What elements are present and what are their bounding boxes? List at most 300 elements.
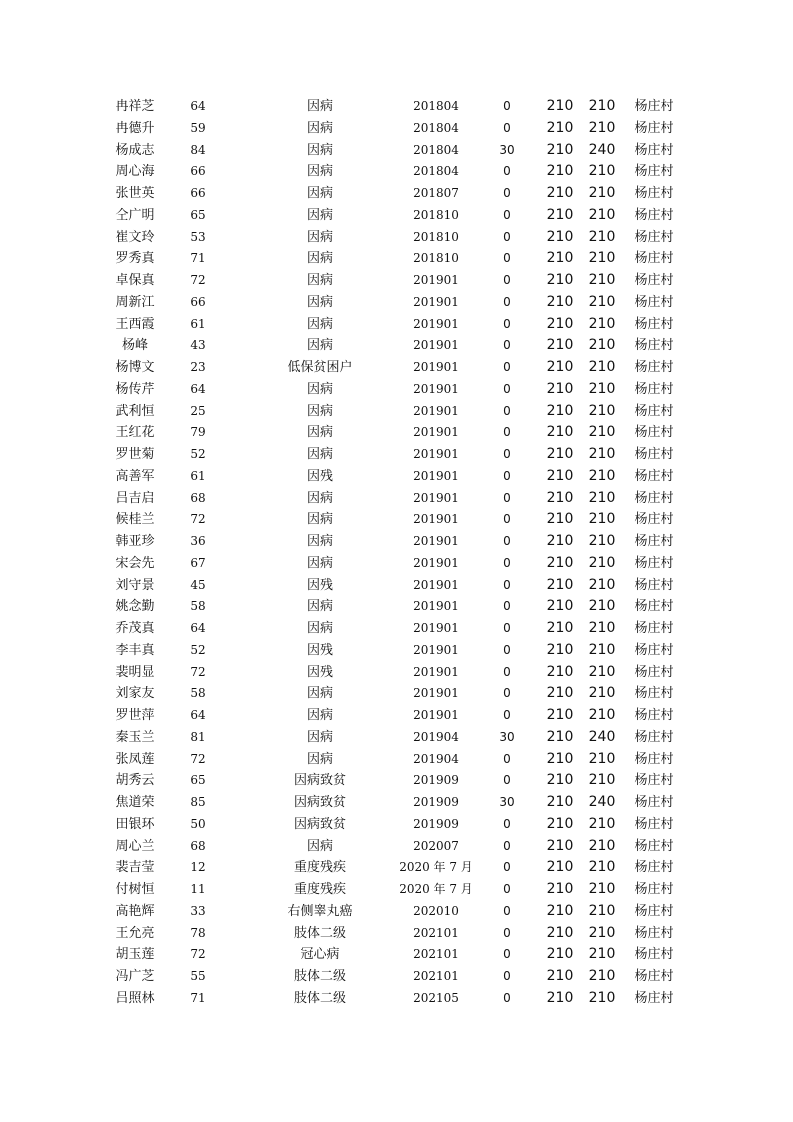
extra-amount-cell: 0 <box>503 860 511 875</box>
reason-cell: 因病 <box>306 251 333 267</box>
reason-cell: 因病 <box>306 555 333 571</box>
total-amount-cell: 210 <box>588 663 616 680</box>
total-amount-cell: 210 <box>588 402 616 419</box>
age-cell: 81 <box>190 729 206 744</box>
table-row <box>0 727 793 749</box>
extra-amount-cell: 0 <box>503 882 511 896</box>
village-cell: 杨庄村 <box>634 751 674 767</box>
total-amount-cell: 210 <box>588 511 616 528</box>
reason-cell: 肢体二级 <box>293 990 346 1006</box>
extra-amount-cell: 0 <box>503 838 511 853</box>
extra-amount-cell: 0 <box>503 120 511 135</box>
total-amount-cell: 210 <box>588 641 616 658</box>
extra-amount-cell: 0 <box>503 207 511 222</box>
base-amount-cell: 210 <box>546 185 574 201</box>
name-cell: 罗秀真 <box>115 251 155 267</box>
table-row <box>0 966 793 988</box>
base-amount-cell: 210 <box>546 206 574 223</box>
base-amount-cell: 210 <box>546 728 574 745</box>
name-cell: 焦道荣 <box>115 795 155 810</box>
total-amount-cell: 210 <box>588 815 616 832</box>
name-cell: 裴吉莹 <box>115 860 155 876</box>
date-cell: 201901 <box>413 686 459 701</box>
reason-cell: 因残 <box>306 577 333 593</box>
age-cell: 45 <box>190 577 206 592</box>
age-cell: 11 <box>190 882 206 896</box>
date-cell: 201909 <box>413 773 459 788</box>
village-cell: 杨庄村 <box>634 599 674 615</box>
name-cell: 杨成志 <box>115 142 155 158</box>
total-amount-cell: 210 <box>588 946 616 963</box>
base-amount-cell: 210 <box>546 337 574 354</box>
table-row <box>0 314 793 336</box>
date-cell: 201901 <box>413 534 459 548</box>
total-amount-cell: 210 <box>588 924 616 941</box>
reason-cell: 因病 <box>306 621 333 636</box>
total-amount-cell: 240 <box>588 794 616 810</box>
extra-amount-cell: 0 <box>503 599 511 614</box>
reason-cell: 因病 <box>306 403 333 419</box>
base-amount-cell: 210 <box>546 533 574 549</box>
village-cell: 杨庄村 <box>634 621 674 636</box>
name-cell: 冯广芝 <box>115 969 155 984</box>
base-amount-cell: 210 <box>546 250 574 267</box>
table-row <box>0 792 793 814</box>
date-cell: 201804 <box>413 99 459 113</box>
table-row <box>0 944 793 966</box>
age-cell: 71 <box>190 251 206 266</box>
base-amount-cell: 210 <box>546 293 574 310</box>
age-cell: 66 <box>190 186 206 200</box>
total-amount-cell: 210 <box>588 228 616 245</box>
age-cell: 65 <box>190 207 206 222</box>
table-row <box>0 379 793 401</box>
date-cell: 201904 <box>413 751 459 766</box>
age-cell: 61 <box>190 468 206 483</box>
reason-cell: 因病致贫 <box>293 773 346 789</box>
village-cell: 杨庄村 <box>634 360 674 375</box>
age-cell: 33 <box>190 903 206 918</box>
age-cell: 64 <box>190 708 206 722</box>
extra-amount-cell: 0 <box>503 925 511 940</box>
extra-amount-cell: 0 <box>503 99 511 113</box>
extra-amount-cell: 0 <box>503 403 511 418</box>
reason-cell: 因病 <box>306 164 333 180</box>
reason-cell: 因病 <box>306 186 333 201</box>
age-cell: 79 <box>190 425 206 440</box>
table-row <box>0 901 793 923</box>
village-cell: 杨庄村 <box>634 816 674 832</box>
date-cell: 201804 <box>413 164 459 179</box>
table-row <box>0 640 793 662</box>
name-cell: 周心海 <box>115 164 155 180</box>
reason-cell: 因病 <box>306 708 333 723</box>
date-cell: 201804 <box>413 120 459 135</box>
name-cell: 韩亚珍 <box>115 534 155 549</box>
village-cell: 杨庄村 <box>634 903 674 919</box>
table-row <box>0 140 793 162</box>
name-cell: 冉德升 <box>115 120 155 136</box>
base-amount-cell: 210 <box>546 424 574 441</box>
name-cell: 罗世萍 <box>115 708 155 723</box>
village-cell: 杨庄村 <box>634 642 674 658</box>
total-amount-cell: 210 <box>588 185 616 201</box>
age-cell: 64 <box>190 621 206 635</box>
total-amount-cell: 210 <box>588 902 616 919</box>
base-amount-cell: 210 <box>546 446 574 462</box>
age-cell: 66 <box>190 164 206 179</box>
village-cell: 杨庄村 <box>634 838 674 854</box>
name-cell: 卓保真 <box>115 273 155 288</box>
table-row <box>0 466 793 488</box>
reason-cell: 因病 <box>306 142 333 158</box>
table-row <box>0 422 793 444</box>
date-cell: 201810 <box>413 229 459 244</box>
name-cell: 李丰真 <box>115 642 155 658</box>
base-amount-cell: 210 <box>546 163 574 180</box>
base-amount-cell: 210 <box>546 576 574 593</box>
extra-amount-cell: 0 <box>503 816 511 831</box>
village-cell: 杨庄村 <box>634 338 674 354</box>
base-amount-cell: 210 <box>546 968 574 984</box>
name-cell: 胡玉莲 <box>115 947 155 963</box>
total-amount-cell: 210 <box>588 576 616 593</box>
table-row <box>0 227 793 249</box>
date-cell: 201909 <box>413 816 459 831</box>
age-cell: 68 <box>190 838 206 853</box>
village-cell: 杨庄村 <box>634 708 674 723</box>
table-row <box>0 988 793 1010</box>
date-cell: 201901 <box>413 447 459 461</box>
reason-cell: 因病 <box>306 599 333 615</box>
reason-cell: 重度残疾 <box>293 860 346 876</box>
village-cell: 杨庄村 <box>634 795 674 810</box>
table-row <box>0 749 793 771</box>
name-cell: 姚念勤 <box>115 599 155 615</box>
reason-cell: 因病 <box>306 512 333 528</box>
extra-amount-cell: 0 <box>503 947 511 962</box>
record-table <box>0 96 793 1010</box>
extra-amount-cell: 0 <box>503 229 511 244</box>
base-amount-cell: 210 <box>546 141 574 158</box>
base-amount-cell: 210 <box>546 554 574 571</box>
base-amount-cell: 210 <box>546 359 574 375</box>
total-amount-cell: 210 <box>588 98 616 114</box>
village-cell: 杨庄村 <box>634 686 674 702</box>
village-cell: 杨庄村 <box>634 947 674 963</box>
age-cell: 65 <box>190 773 206 788</box>
village-cell: 杨庄村 <box>634 99 674 114</box>
base-amount-cell: 210 <box>546 924 574 941</box>
reason-cell: 因病 <box>306 838 333 854</box>
extra-amount-cell: 0 <box>503 555 511 570</box>
name-cell: 吕照林 <box>115 990 155 1006</box>
extra-amount-cell: 0 <box>503 664 511 679</box>
table-row <box>0 118 793 140</box>
village-cell: 杨庄村 <box>634 555 674 571</box>
date-cell: 201901 <box>413 294 459 309</box>
age-cell: 78 <box>190 925 206 940</box>
base-amount-cell: 210 <box>546 119 574 136</box>
reason-cell: 因病 <box>306 381 333 397</box>
total-amount-cell: 210 <box>588 968 616 984</box>
table-row <box>0 292 793 314</box>
base-amount-cell: 210 <box>546 859 574 876</box>
date-cell: 201901 <box>413 425 459 440</box>
village-cell: 杨庄村 <box>634 403 674 419</box>
extra-amount-cell: 0 <box>503 990 511 1005</box>
total-amount-cell: 210 <box>588 989 616 1006</box>
extra-amount-cell: 30 <box>499 729 515 744</box>
reason-cell: 因病 <box>306 447 333 462</box>
village-cell: 杨庄村 <box>634 164 674 180</box>
date-cell: 202010 <box>413 903 459 918</box>
village-cell: 杨庄村 <box>634 512 674 528</box>
date-cell: 202101 <box>413 925 459 940</box>
age-cell: 72 <box>190 947 206 962</box>
age-cell: 58 <box>190 599 206 614</box>
base-amount-cell: 210 <box>546 620 574 636</box>
reason-cell: 因病 <box>306 338 333 354</box>
name-cell: 张凤莲 <box>115 751 155 767</box>
total-amount-cell: 210 <box>588 337 616 354</box>
extra-amount-cell: 30 <box>499 142 515 157</box>
name-cell: 乔茂真 <box>115 621 155 636</box>
total-amount-cell: 210 <box>588 250 616 267</box>
table-row <box>0 553 793 575</box>
village-cell: 杨庄村 <box>634 273 674 288</box>
reason-cell: 因病 <box>306 490 333 506</box>
table-row <box>0 270 793 292</box>
table-row <box>0 923 793 945</box>
date-cell: 201901 <box>413 316 459 331</box>
village-cell: 杨庄村 <box>634 207 674 223</box>
reason-cell: 因病 <box>306 316 333 332</box>
reason-cell: 因病 <box>306 534 333 549</box>
reason-cell: 因病 <box>306 207 333 223</box>
name-cell: 高艳辉 <box>115 903 155 919</box>
total-amount-cell: 210 <box>588 272 616 288</box>
name-cell: 杨传芹 <box>115 381 155 397</box>
reason-cell: 因残 <box>306 468 333 484</box>
age-cell: 55 <box>190 969 206 983</box>
total-amount-cell: 210 <box>588 206 616 223</box>
table-row <box>0 183 793 205</box>
base-amount-cell: 210 <box>546 598 574 615</box>
table-row <box>0 357 793 379</box>
extra-amount-cell: 0 <box>503 969 511 983</box>
name-cell: 刘家友 <box>115 686 155 702</box>
date-cell: 201901 <box>413 338 459 353</box>
total-amount-cell: 210 <box>588 446 616 462</box>
name-cell: 杨博文 <box>115 360 155 375</box>
table-row <box>0 662 793 684</box>
extra-amount-cell: 0 <box>503 468 511 483</box>
village-cell: 杨庄村 <box>634 990 674 1006</box>
total-amount-cell: 210 <box>588 837 616 854</box>
table-row <box>0 575 793 597</box>
extra-amount-cell: 0 <box>503 316 511 331</box>
extra-amount-cell: 0 <box>503 708 511 722</box>
village-cell: 杨庄村 <box>634 186 674 201</box>
base-amount-cell: 210 <box>546 228 574 245</box>
total-amount-cell: 240 <box>588 728 616 745</box>
name-cell: 崔文玲 <box>115 229 155 245</box>
base-amount-cell: 210 <box>546 380 574 397</box>
total-amount-cell: 210 <box>588 359 616 375</box>
extra-amount-cell: 0 <box>503 621 511 635</box>
name-cell: 王允亮 <box>115 925 155 941</box>
date-cell: 201909 <box>413 795 459 809</box>
village-cell: 杨庄村 <box>634 316 674 332</box>
village-cell: 杨庄村 <box>634 251 674 267</box>
extra-amount-cell: 0 <box>503 251 511 266</box>
reason-cell: 因残 <box>306 642 333 658</box>
total-amount-cell: 210 <box>588 554 616 571</box>
age-cell: 84 <box>190 142 206 157</box>
extra-amount-cell: 0 <box>503 903 511 918</box>
name-cell: 刘守景 <box>115 577 155 593</box>
reason-cell: 因残 <box>306 664 333 680</box>
age-cell: 71 <box>190 990 206 1005</box>
age-cell: 50 <box>190 816 206 831</box>
table-row <box>0 770 793 792</box>
date-cell: 201901 <box>413 708 459 722</box>
name-cell: 武利恒 <box>115 403 155 419</box>
name-cell: 冉祥芝 <box>115 99 155 114</box>
base-amount-cell: 210 <box>546 511 574 528</box>
village-cell: 杨庄村 <box>634 468 674 484</box>
base-amount-cell: 210 <box>546 641 574 658</box>
table-row <box>0 205 793 227</box>
name-cell: 王西霞 <box>115 316 155 332</box>
reason-cell: 因病致贫 <box>293 816 346 832</box>
reason-cell: 因病致贫 <box>293 795 346 810</box>
date-cell: 2020 年 7 月 <box>399 882 473 896</box>
date-cell: 201901 <box>413 490 459 505</box>
extra-amount-cell: 0 <box>503 773 511 788</box>
extra-amount-cell: 0 <box>503 686 511 701</box>
village-cell: 杨庄村 <box>634 664 674 680</box>
total-amount-cell: 210 <box>588 424 616 441</box>
village-cell: 杨庄村 <box>634 381 674 397</box>
base-amount-cell: 210 <box>546 98 574 114</box>
total-amount-cell: 240 <box>588 141 616 158</box>
base-amount-cell: 210 <box>546 272 574 288</box>
base-amount-cell: 210 <box>546 707 574 723</box>
name-cell: 周新江 <box>115 294 155 310</box>
total-amount-cell: 210 <box>588 859 616 876</box>
base-amount-cell: 210 <box>546 815 574 832</box>
age-cell: 72 <box>190 664 206 679</box>
table-row <box>0 531 793 553</box>
base-amount-cell: 210 <box>546 315 574 332</box>
date-cell: 201901 <box>413 599 459 614</box>
village-cell: 杨庄村 <box>634 577 674 593</box>
name-cell: 候桂兰 <box>115 512 155 528</box>
reason-cell: 低保贫困户 <box>287 360 353 375</box>
reason-cell: 冠心病 <box>300 947 340 963</box>
table-row <box>0 161 793 183</box>
village-cell: 杨庄村 <box>634 534 674 549</box>
reason-cell: 肢体二级 <box>293 969 346 984</box>
village-cell: 杨庄村 <box>634 860 674 876</box>
name-cell: 罗世菊 <box>115 447 155 462</box>
date-cell: 201901 <box>413 360 459 374</box>
extra-amount-cell: 0 <box>503 381 511 396</box>
extra-amount-cell: 0 <box>503 512 511 527</box>
extra-amount-cell: 0 <box>503 577 511 592</box>
reason-cell: 因病 <box>306 229 333 245</box>
base-amount-cell: 210 <box>546 685 574 702</box>
base-amount-cell: 210 <box>546 402 574 419</box>
name-cell: 胡秀云 <box>115 773 155 789</box>
extra-amount-cell: 0 <box>503 164 511 179</box>
extra-amount-cell: 30 <box>499 795 515 809</box>
date-cell: 201901 <box>413 577 459 592</box>
name-cell: 高善军 <box>115 468 155 484</box>
name-cell: 仝广明 <box>115 207 155 223</box>
reason-cell: 肢体二级 <box>293 925 346 941</box>
base-amount-cell: 210 <box>546 902 574 919</box>
age-cell: 23 <box>190 360 206 374</box>
village-cell: 杨庄村 <box>634 120 674 136</box>
total-amount-cell: 210 <box>588 467 616 484</box>
total-amount-cell: 210 <box>588 750 616 767</box>
total-amount-cell: 210 <box>588 489 616 506</box>
table-row <box>0 248 793 270</box>
name-cell: 杨峰 <box>121 338 148 354</box>
extra-amount-cell: 0 <box>503 273 511 287</box>
age-cell: 72 <box>190 751 206 766</box>
total-amount-cell: 210 <box>588 119 616 136</box>
extra-amount-cell: 0 <box>503 642 511 657</box>
reason-cell: 因病 <box>306 686 333 702</box>
base-amount-cell: 210 <box>546 750 574 767</box>
extra-amount-cell: 0 <box>503 186 511 200</box>
age-cell: 85 <box>190 795 206 809</box>
table-row <box>0 596 793 618</box>
reason-cell: 右侧睾丸癌 <box>287 903 353 919</box>
village-cell: 杨庄村 <box>634 229 674 245</box>
village-cell: 杨庄村 <box>634 925 674 941</box>
reason-cell: 因病 <box>306 751 333 767</box>
reason-cell: 重度残疾 <box>293 882 346 897</box>
table-row <box>0 683 793 705</box>
base-amount-cell: 210 <box>546 489 574 506</box>
table-row <box>0 444 793 466</box>
base-amount-cell: 210 <box>546 946 574 963</box>
village-cell: 杨庄村 <box>634 447 674 462</box>
table-row <box>0 401 793 423</box>
date-cell: 201804 <box>413 142 459 157</box>
total-amount-cell: 210 <box>588 881 616 897</box>
age-cell: 43 <box>190 338 206 353</box>
name-cell: 付树恒 <box>115 882 155 897</box>
reason-cell: 因病 <box>306 425 333 441</box>
extra-amount-cell: 0 <box>503 751 511 766</box>
name-cell: 裴明显 <box>115 664 155 680</box>
date-cell: 201901 <box>413 555 459 570</box>
age-cell: 25 <box>190 403 206 418</box>
extra-amount-cell: 0 <box>503 294 511 309</box>
name-cell: 宋会先 <box>115 555 155 571</box>
extra-amount-cell: 0 <box>503 447 511 461</box>
extra-amount-cell: 0 <box>503 425 511 440</box>
extra-amount-cell: 0 <box>503 338 511 353</box>
date-cell: 201810 <box>413 251 459 266</box>
total-amount-cell: 210 <box>588 707 616 723</box>
